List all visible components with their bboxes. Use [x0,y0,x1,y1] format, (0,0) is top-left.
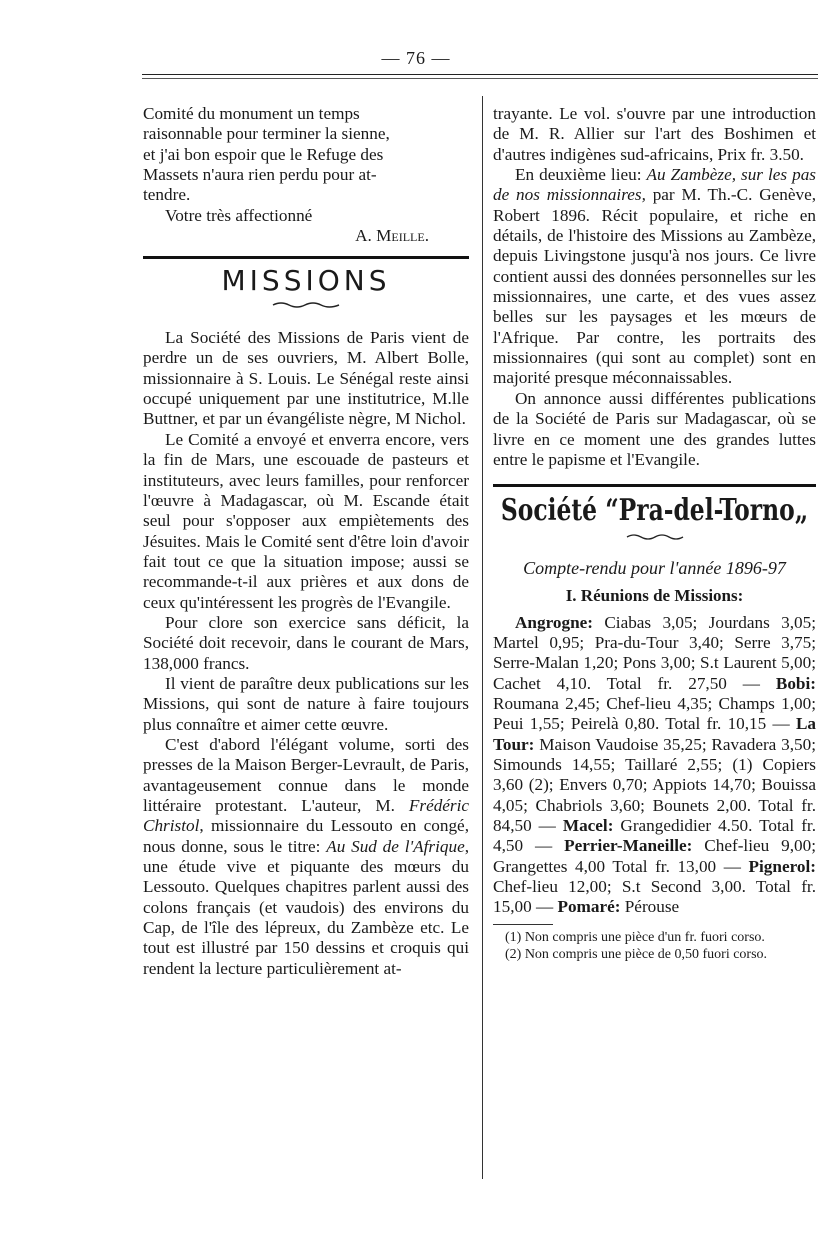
parish-name: Angrogne: [515,612,593,632]
flourish-ornament [493,528,816,548]
compte-rendu-subtitle: Compte-rendu pour l'année 1896-97 [523,557,786,578]
letter-line: et j'ai bon espoir que le Refuge des [143,144,384,164]
letter-closing: Votre très affectionné [165,205,313,225]
parish-contributions: Maison Vaudoise 35,25; Ravadera 3,50; Simounds 14,55; Taillaré 2,55; (1) Copiers 3,60 (2); Envers 0,70; Appiots 14,70; Bouissa 4,05; Chabriols 3,60; Bounets 2,00. Total fr. 84,50 — [493,734,816,835]
parish-contributions: Chef-lieu 9,00; Grangettes 4,00 Total fr. 13,00 — [493,836,816,876]
letter-line: tendre. [143,185,191,205]
parish-name: La Tour: [493,714,816,754]
missions-paragraph: Il vient de paraître deux publications sur les Missions, qui sont de nature à faire toujours plus connaître et aimer cette œuvre. [143,673,469,734]
page-number: — 76 — [381,48,451,68]
letter-signature: A. Meille. [355,226,429,246]
section-rule [493,484,816,487]
book-title: Au Zambèze, sur les pas de nos missionnaires, [493,165,816,205]
left-column [143,104,469,979]
missions-heading: MISSIONS [221,264,391,298]
parish-contributions: Grangedidier 4.50. Total fr. 4,50 — [493,816,816,856]
parish-name: Pignerol: [748,856,816,876]
letter-ending [143,104,469,206]
parish-contributions: Ciabas 3,05; Jourdans 3,05; Martel 0,95; Pra-du-Tour 3,40; Serre 3,75; Serre-Malan 1,20; Pons 3,00; S.t Laurent 5,00; Cachet 4,10. Total fr. 27,50 — [493,612,816,693]
footnote: (1) Non compris une pièce d'un fr. fuori corso. [505,929,765,945]
right-column [493,104,816,963]
paragraph-text: , missionnaire du Lessouto en congé, nous donne, sous le titre: [143,816,469,856]
header-rule-secondary [142,78,818,79]
parish-contributions: Roumana 2,45; Chef-lieu 4,35; Champs 1,00; Peui 1,55; Peirelà 0,80. Total fr. 10,15 — [493,693,816,734]
paragraph-text: C'est d'abord l'élégant volume, sorti des presses de la Maison Berger-Levrault, de Paris, avantageusement connue dans le monde littéraire protestant. L'auteur, M. [143,734,469,815]
missions-paragraph: Le Comité a envoyé et enverra encore, vers la fin de Mars, une escouade de pasteurs et instituteurs, avec leurs familles, pour renforcer l'œuvre à Madagascar, où M. Escande était seul pour s'opposer aux empiètements des Jésuites. Mais le Comité sent d'être loin d'avoir fait tout ce que la situation impose; aussi se recommande-t-il aux prières et aux dons de ceux qu'intéressent les progrès de l'Evangile. [143,429,469,612]
flourish-ornament [143,296,469,316]
footnote-rule [493,924,553,925]
reunions-heading: I. Réunions de Missions: [565,586,744,606]
paragraph-text: par M. Th.-C. Genève, Robert 1896. Récit populaire, et riche en détails, de l'histoire des Missions au Zambèze, depuis Livingstone jusqu'à nos jours. Ce livre contient aussi des données personnelles sur les missionnaires, une carte, et des vues assez belles sur les paysages et les mœurs de l'Afrique. Par contre, les portraits des missionnaires (qui sont au complet) sont en majorité presque méconnaissables. [493,185,816,388]
reunions-list [493,613,816,918]
letter-line: Massets n'aura rien perdu pour at- [143,165,377,185]
missions-paragraph: Pour clore son exercice sans déficit, la Société doit recevoir, dans le courant de Mars, 138,000 francs. [143,612,469,673]
paragraph-text: En deuxième lieu: [515,165,642,185]
societe-heading: Société “Pra-del-Torno„ [500,493,809,529]
footnote: (2) Non compris une pièce de 0,50 fuori corso. [505,946,768,962]
letter-line: Comité du monument un temps [143,104,360,123]
missions-paragraph [493,165,816,389]
missions-paragraph: La Société des Missions de Paris vient de perdre un de ses ouvriers, M. Albert Bolle, missionnaire à S. Louis. Le Sénégal reste ainsi occupé uniquement par une institutrice, M.lle Buttner, et par un évangéliste nègre, M Nichol. [143,328,469,429]
paragraph-text: , une étude vive et piquante des mœurs du Lessouto. Quelques chapitres parlent aussi des colons français (et vaudois) des environs du Cap, de l'île des lépreux, du Zambèze etc. Le tout est illustré par 150 dessins et croquis qui rendent la lecture particulièrement at- [143,836,469,978]
parish-contributions: Pérouse [620,897,680,917]
column-divider [482,96,483,1179]
missions-paragraph: trayante. Le vol. s'ouvre par une introduction de M. R. Allier sur l'art des Boshimen et d'autres indigènes sud-africains, Prix fr. 3.50. [493,104,816,164]
letter-line: raisonnable pour terminer la sienne, [143,124,390,144]
author-name: Frédéric Christol [143,796,470,836]
section-rule [143,256,469,259]
parish-contributions: Chef-lieu 12,00; S.t Second 3,00. Total fr. 15,00 — [493,877,816,917]
footnotes [493,929,816,963]
missions-paragraph: On annonce aussi différentes publications de la Société de Paris sur Madagascar, où se livre en ce moment une des grandes luttes entre le papisme et l'Evangile. [493,388,816,469]
header-rule [142,74,818,75]
parish-name: Perrier-Maneille: [564,836,693,856]
missions-paragraph [143,735,469,979]
parish-name: Macel: [562,816,614,835]
parish-name: Bobi: [775,673,816,693]
book-title: Au Sud de l'Afrique [326,836,465,856]
parish-name: Pomaré: [557,897,621,917]
